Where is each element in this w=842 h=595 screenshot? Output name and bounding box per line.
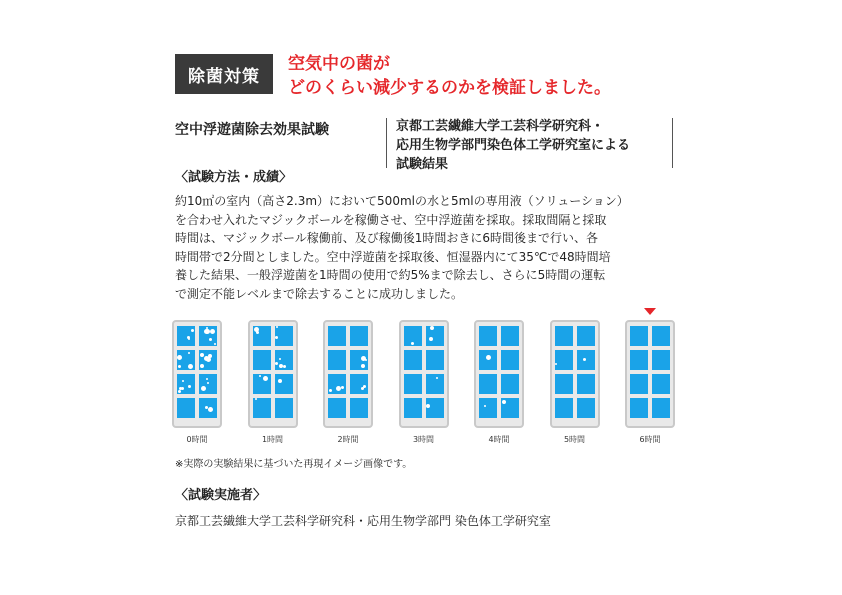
window-pane (501, 326, 519, 346)
headline-line-2: どのくらい減少するのかを検証しました。 (288, 78, 611, 98)
bacteria-spot (279, 364, 283, 368)
window-pane (479, 326, 497, 346)
bacteria-spot (188, 385, 191, 388)
window-pane (253, 374, 271, 394)
window-time-label: 4時間 (488, 435, 510, 444)
method-text (175, 192, 675, 304)
window-pane (501, 350, 519, 370)
bacteria-spot (283, 365, 286, 368)
bacteria-spot (484, 405, 486, 407)
badge: 除菌対策 (175, 54, 273, 94)
bacteria-spot (178, 365, 181, 368)
window-pane (479, 350, 497, 370)
window-pane (328, 374, 346, 394)
window-pane (177, 326, 195, 346)
window-pane (652, 350, 670, 370)
implementer-title: 〈試験実施者〉 (175, 488, 267, 503)
window-frame (625, 320, 675, 428)
window-frame (550, 320, 600, 428)
bacteria-spot (361, 387, 364, 390)
bacteria-spot (182, 380, 184, 382)
window-pane (555, 398, 573, 418)
bacteria-spot (502, 400, 506, 404)
method-line: を合わせ入れたマジックボールを稼働させ、空中浮遊菌を採取。採取間隔と採取 (175, 212, 607, 227)
headline-line-1: 空気中の菌が (288, 54, 390, 74)
lab-line-1: 京都工芸繊維大学工芸科学研究科・ (396, 119, 605, 134)
headline (288, 52, 611, 100)
window-frame (323, 320, 373, 428)
divider-left (386, 118, 387, 168)
divider-right (672, 118, 673, 168)
window-pane (404, 350, 422, 370)
bacteria-spot (207, 382, 209, 384)
window-pane (199, 350, 217, 370)
window-time-label: 5時間 (563, 435, 586, 444)
window-time-label: 6時間 (639, 435, 661, 444)
window-pane (404, 326, 422, 346)
window-pane (177, 374, 195, 394)
bacteria-spot (411, 342, 414, 345)
bacteria-spot (365, 359, 367, 361)
bacteria-spot (178, 390, 181, 393)
bacteria-spot (214, 343, 216, 345)
bacteria-spot (429, 337, 433, 341)
bacteria-spot (583, 358, 586, 361)
window-pane (652, 326, 670, 346)
window-pane (577, 374, 595, 394)
window-pane (555, 326, 573, 346)
bacteria-spot (210, 329, 215, 334)
lab-line-3: 試験結果 (396, 157, 449, 172)
window-pane (328, 398, 346, 418)
window-pane (479, 374, 497, 394)
window-frame (399, 320, 449, 428)
method-line: 時間帯で2分間としました。空中浮遊菌を採取後、恒湿器内にて35℃で48時間培 (175, 249, 611, 264)
window-frame (474, 320, 524, 428)
bacteria-spot (275, 362, 278, 365)
window-pane (253, 326, 271, 346)
window-time-label: 2時間 (337, 435, 359, 444)
window-pane (275, 374, 293, 394)
window-pane (630, 398, 648, 418)
bacteria-spot (426, 404, 430, 408)
window-pane (275, 398, 293, 418)
window-pane (177, 350, 195, 370)
bacteria-spot (275, 336, 278, 339)
window-time-label: 0時間 (186, 435, 208, 444)
marker-triangle-icon (644, 308, 656, 315)
window-frame (248, 320, 298, 428)
bacteria-spot (188, 338, 190, 340)
window-pane (426, 326, 444, 346)
window-pane (501, 398, 519, 418)
bacteria-spot (206, 357, 211, 362)
bacteria-spot (201, 386, 206, 391)
method-title: 〈試験方法・成績〉 (175, 170, 293, 185)
window-pane (177, 398, 195, 418)
window-pane (350, 374, 368, 394)
window-pane (275, 326, 293, 346)
bacteria-spot (206, 378, 208, 380)
window-pane (555, 374, 573, 394)
bacteria-spot (254, 327, 259, 332)
window-pane (479, 398, 497, 418)
window-pane (253, 398, 271, 418)
window-pane (577, 326, 595, 346)
method-line: 養した結果、一般浮遊菌を1時間の使用で約5%まで除去し、さらに5時間の運転 (175, 268, 606, 283)
window-pane (426, 350, 444, 370)
window-pane (555, 350, 573, 370)
window-pane (652, 398, 670, 418)
window-pane (652, 374, 670, 394)
lab-line-2: 応用生物学部門染色体工学研究室による (396, 138, 631, 153)
window-pane (426, 398, 444, 418)
bacteria-spot (486, 355, 491, 360)
window-pane (630, 374, 648, 394)
test-name: 空中浮遊菌除去効果試験 (175, 122, 329, 138)
bacteria-spot (206, 327, 208, 329)
bacteria-spot (276, 326, 278, 328)
bacteria-spot (188, 352, 190, 354)
window-pane (404, 398, 422, 418)
method-line: 約10㎡の室内（高さ2.3m）において500mlの水と5mlの専用液（ソリューション） (175, 194, 629, 208)
window-pane (199, 326, 217, 346)
window-pane (199, 374, 217, 394)
window-time-label: 3時間 (412, 435, 435, 444)
bacteria-spot (279, 358, 281, 360)
window-pane (328, 350, 346, 370)
bacteria-spot (259, 375, 261, 377)
lab-info (396, 117, 630, 174)
window-pane (501, 374, 519, 394)
window-pane (350, 398, 368, 418)
bacteria-spot (263, 376, 268, 381)
window-pane (350, 350, 368, 370)
note: ※実際の実験結果に基づいた再現イメージ画像です。 (175, 459, 413, 470)
implementer-text: 京都工芸繊維大学工芸科学研究科・応用生物学部門 染色体工学研究室 (175, 514, 551, 528)
bacteria-spot (177, 355, 182, 360)
bacteria-spot (341, 386, 344, 389)
bacteria-spot (278, 379, 282, 383)
bacteria-spot (209, 338, 212, 341)
bacteria-window-series (172, 306, 682, 446)
window-time-label: 1時間 (261, 435, 284, 444)
window-pane (350, 326, 368, 346)
window-pane (630, 326, 648, 346)
bacteria-spot (208, 407, 213, 412)
window-pane (577, 350, 595, 370)
window-frame (172, 320, 222, 428)
window-pane (275, 350, 293, 370)
window-pane (199, 398, 217, 418)
bacteria-spot (555, 363, 557, 365)
bacteria-spot (436, 377, 438, 379)
bacteria-spot (255, 398, 257, 400)
window-pane (577, 398, 595, 418)
bacteria-spot (430, 326, 434, 330)
bacteria-spot (329, 389, 332, 392)
window-pane (404, 374, 422, 394)
window-pane (253, 350, 271, 370)
bacteria-spot (200, 364, 204, 368)
bacteria-spot (361, 364, 365, 368)
bacteria-spot (191, 329, 194, 332)
method-line: 時間は、マジックボール稼働前、及び稼働後1時間おきに6時間後まで行い、各 (175, 231, 599, 246)
window-pane (426, 374, 444, 394)
window-pane (328, 326, 346, 346)
window-pane (630, 350, 648, 370)
method-line: で測定不能レベルまで除去することに成功しました。 (175, 286, 464, 301)
bacteria-spot (188, 364, 193, 369)
